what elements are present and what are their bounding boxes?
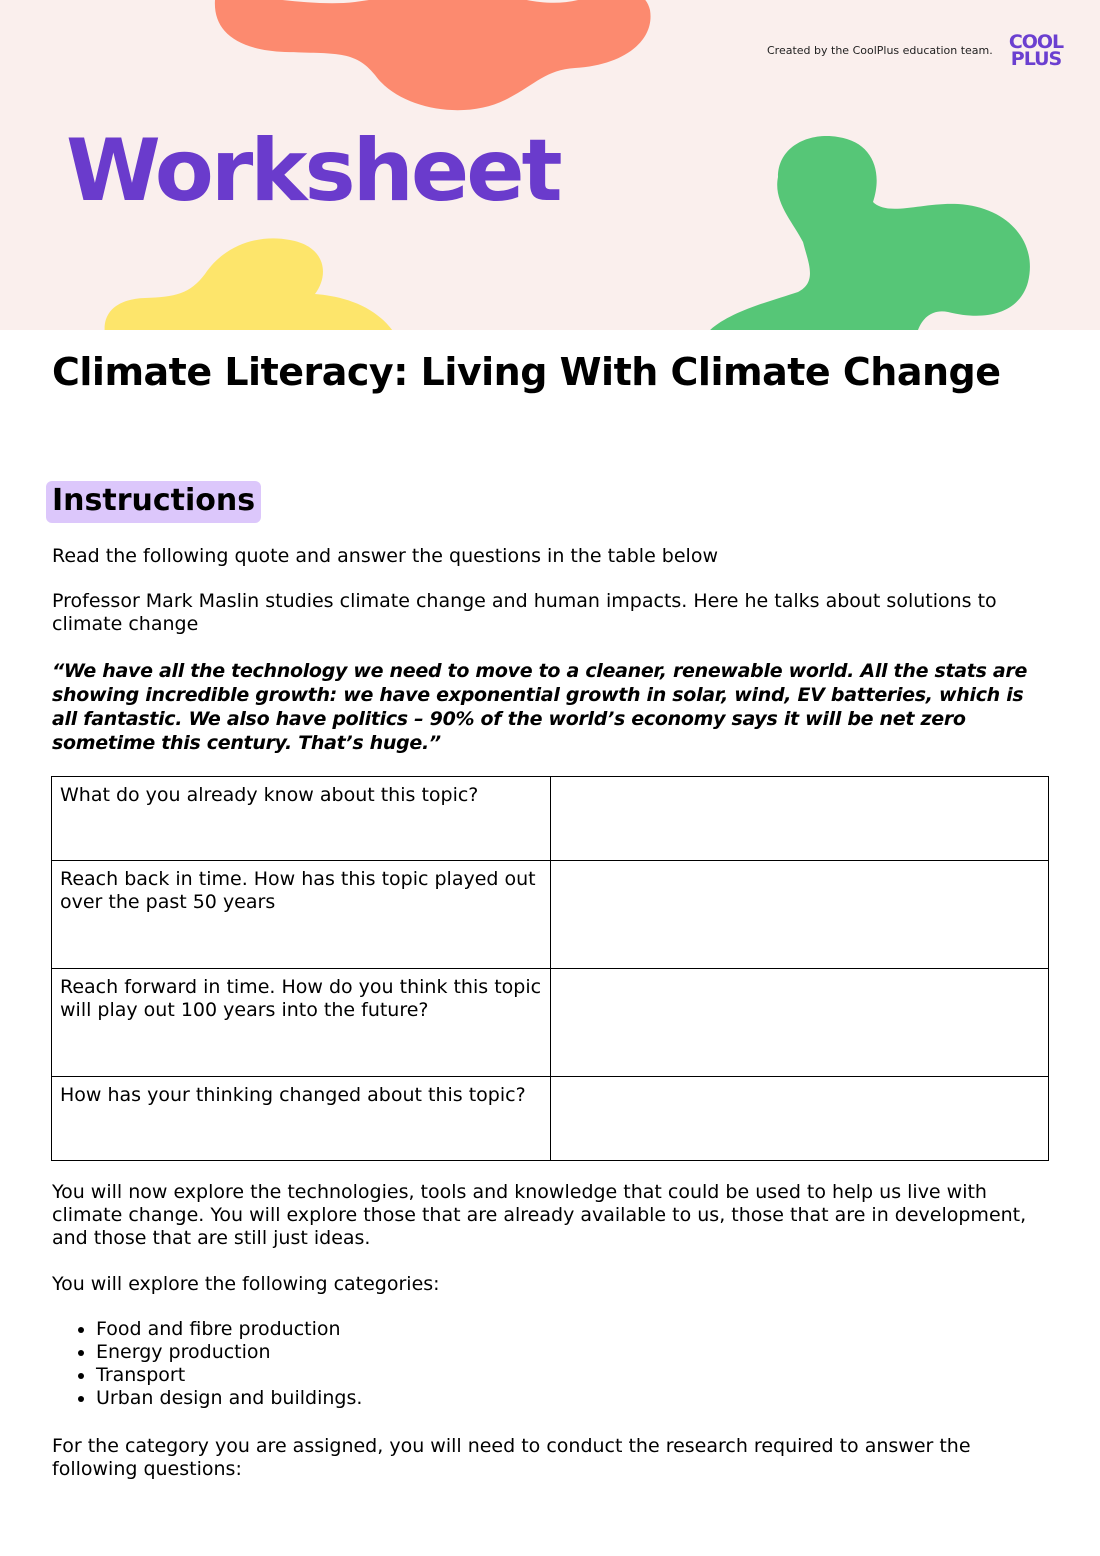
question-cell: Reach back in time. How has this topic played out over the past 50 years [52,861,551,969]
table-row [52,861,1049,969]
context-text: Professor Mark Maslin studies climate change and human impacts. Here he talks about solutions to climate change [52,590,997,635]
question-cell: How has your thinking changed about this topic? [52,1077,551,1161]
categories-list [52,1318,362,1410]
answer-cell[interactable] [550,861,1049,969]
header-banner [0,0,1100,330]
list-item: • Urban design and buildings. [96,1387,362,1410]
question-cell: Reach forward in time. How do you think this topic will play out 100 years into the future? [52,969,551,1077]
instructions-heading: Instructions [46,481,261,523]
yellow-blob-decoration [100,234,400,330]
coolplus-logo [1004,31,1068,70]
intro-text: Read the following quote and answer the questions in the table below [52,545,718,567]
green-blob-decoration [708,132,1038,330]
question-cell: What do you already know about this topic? [52,777,551,861]
answer-cell[interactable] [550,969,1049,1077]
logo-line-2: PLUS [1010,48,1062,70]
table-row [52,1077,1049,1161]
table-row [52,777,1049,861]
worksheet-title: Worksheet [66,121,560,221]
table-row [52,969,1049,1077]
answer-cell[interactable] [550,1077,1049,1161]
explore-text: You will now explore the technologies, tools and knowledge that could be used to help us live with climate change. You will explore those that are already available to us, those that are in development, and those that are still just ideas. [52,1181,1027,1249]
categories-intro: You will explore the following categories: [52,1273,440,1295]
questions-table [51,776,1049,1161]
list-item: • Food and fibre production [96,1318,362,1341]
page-title: Climate Literacy: Living With Climate Change [52,350,1001,394]
credit-text: Created by the CoolPlus education team. [767,44,993,57]
logo-line-1: COOL [1008,31,1064,53]
coral-blob-decoration [205,0,665,125]
assigned-text: For the category you are assigned, you will need to conduct the research required to answer the following questions: [52,1435,971,1480]
list-item: • Transport [96,1364,362,1387]
list-item: • Energy production [96,1341,362,1364]
quote-text: “We have all the technology we need to move to a cleaner, renewable world. All the stats are showing incredible growth: we have exponential growth in solar, wind, EV batteries, which is all fantastic. We also have politics – 90% of the world’s economy says it will be net zero sometime this century. That’s huge.” [52,660,1028,754]
answer-cell[interactable] [550,777,1049,861]
